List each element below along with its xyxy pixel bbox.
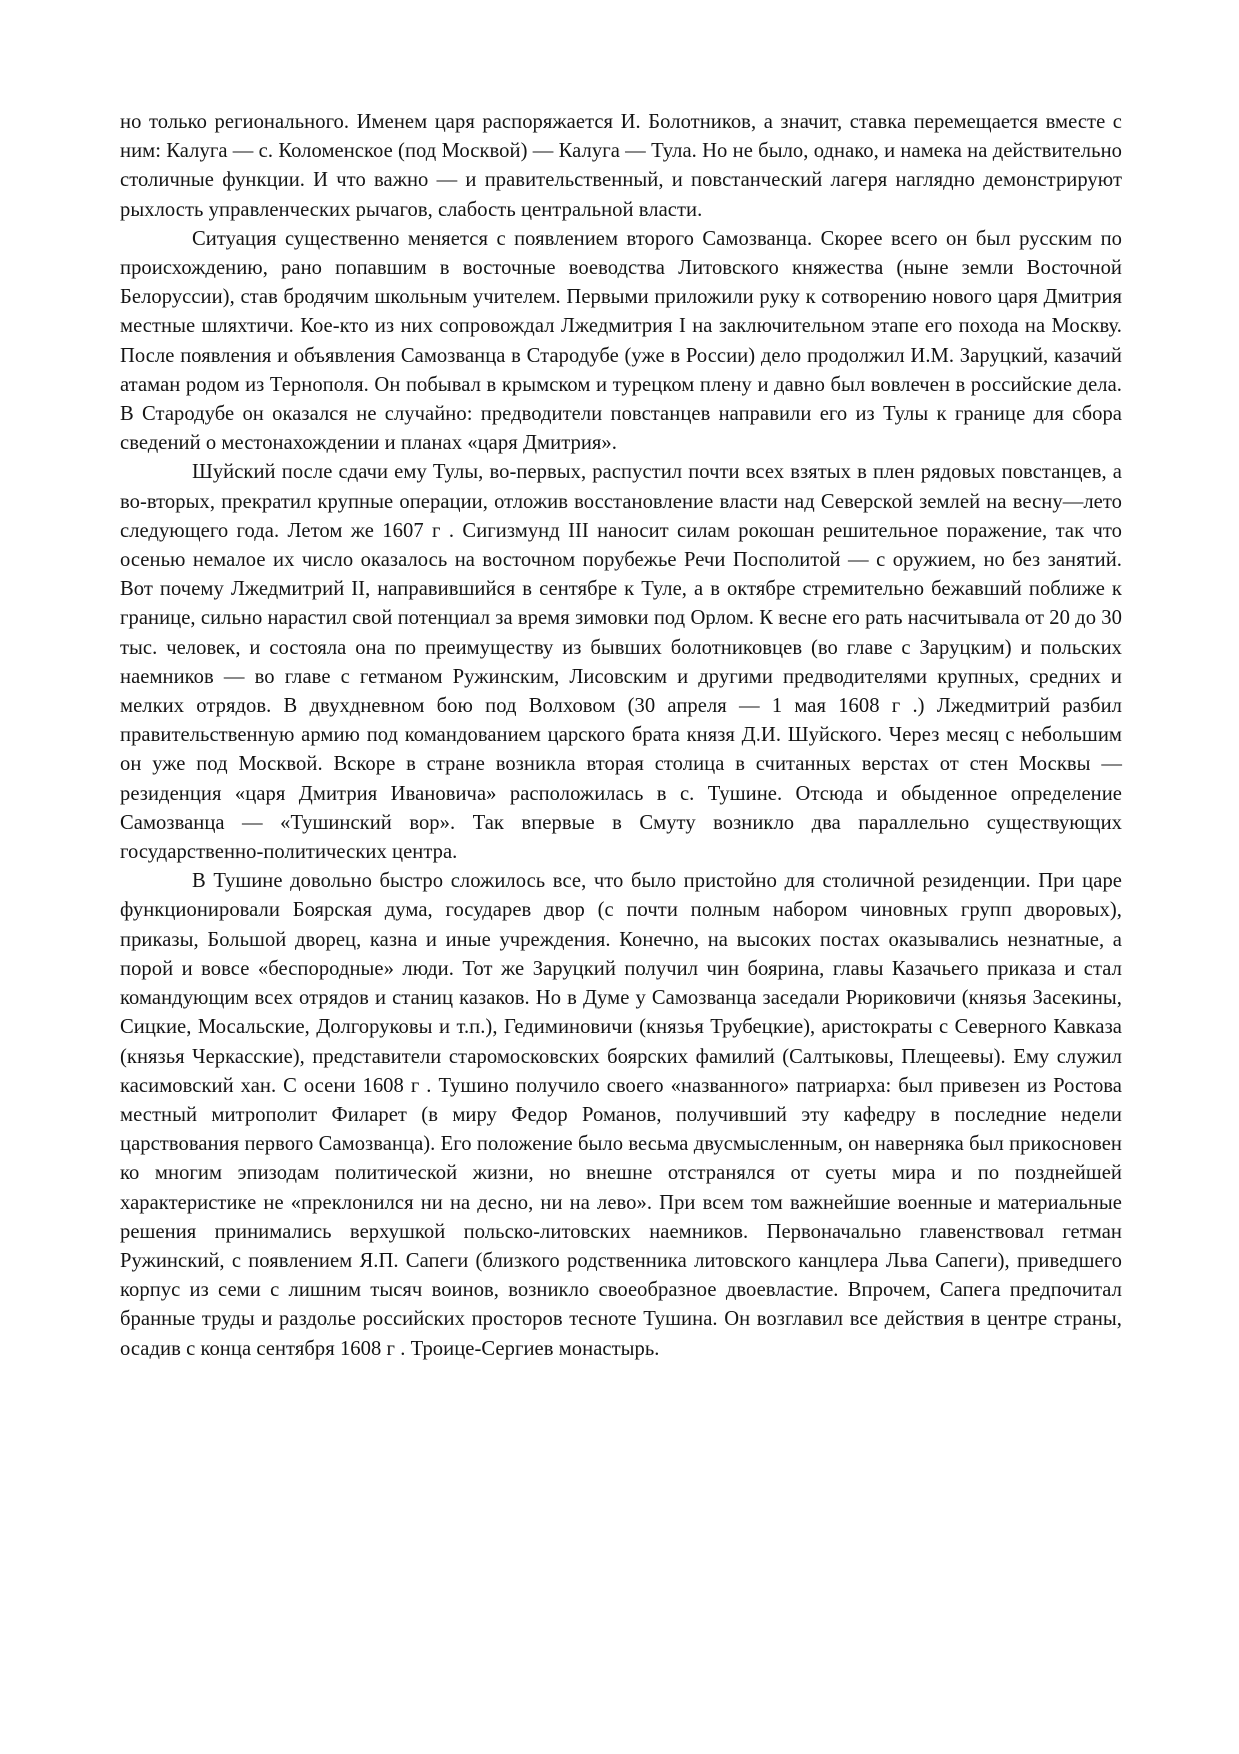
document-page [120,108,1122,1364]
paragraph-4: В Тушине довольно быстро сложилось все, что было пристойно для столичной резиденции. При царе функционировали Боярская дума, государев двор (с почти полным набором чиновных групп дворовых), приказы, Большой дворец, казна и иные учреждения. Конечно, на высоких постах оказывались незнатные, а порой и вовсе «беспородные» люди. Тот же Заруцкий получил чин боярина, главы Казачьего приказа и стал командующим всех отрядов и станиц казаков. Но в Думе у Самозванца заседали Рюриковичи (князья Засекины, Сицкие, Мосальские, Долгоруковы и т.п.), Гедиминовичи (князья Трубецкие), аристократы с Северного Кавказа (князья Черкасские), представители старомосковских боярских фамилий (Салтыковы, Плещеевы). Ему служил касимовский хан. С осени 1608 г . Тушино получило своего «названного» патриарха: был привезен из Ростова местный митрополит Филарет (в миру Федор Романов, получивший эту кафедру в последние недели царствования первого Самозванца). Его положение было весьма двусмысленным, он наверняка был прикосновен ко многим эпизодам политической жизни, но внешне отстранялся от суеты мира и по позднейшей характеристике не «преклонился ни на десно, ни на лево». При всем том важнейшие военные и материальные решения принимались верхушкой польско-литовских наемников. Первоначально главенствовал гетман Ружинский, с появлением Я.П. Сапеги (близкого родственника литовского канцлера Льва Сапеги), приведшего корпус из семи с лишним тысяч воинов, возникло своеобразное двоевластие. Впрочем, Сапега предпочитал бранные труды и раздолье российских просторов тесноте Тушина. Он возглавил все действия в центре страны, осадив с конца сентября 1608 г . Троице-Сергиев монастырь. [120,870,1122,1360]
paragraph-1: но только регионального. Именем царя распоряжается И. Болотников, а значит, ставка перемещается вместе с ним: Калуга — с. Коломенское (под Москвой) — Калуга — Тула. Но не было, однако, и намека на действительно столичные функции. И что важно — и правительственный, и повстанческий лагеря наглядно демонстрируют рыхлость управленческих рычагов, слабость центральной власти. [120,111,1122,221]
paragraph-3: Шуйский после сдачи ему Тулы, во-первых, распустил почти всех взятых в плен рядовых повстанцев, а во-вторых, прекратил крупные операции, отложив восстановление власти над Северской землей на весну—лето следующего года. Летом же 1607 г . Сигизмунд III наносит силам рокошан решительное поражение, так что осенью немалое их число оказалось на восточном порубежье Речи Посполитой — с оружием, но без занятий. Вот почему Лжедмитрий II, направившийся в сентябре к Туле, а в октябре стремительно бежавший поближе к границе, сильно нарастил свой потенциал за время зимовки под Орлом. К весне его рать насчитывала от 20 до 30 тыс. человек, и состояла она по преимуществу из бывших болотниковцев (во главе с Заруцким) и польских наемников — во главе с гетманом Ружинским, Лисовским и другими предводителями крупных, средних и мелких отрядов. В двухдневном бою под Волховом (30 апреля — 1 мая 1608 г .) Лжедмитрий разбил правительственную армию под командованием царского брата князя Д.И. Шуйского. Через месяц с небольшим он уже под Москвой. Вскоре в стране возникла вторая столица в считанных верстах от стен Москвы — резиденция «царя Дмитрия Ивановича» расположилась в с. Тушине. Отсюда и обыденное определение Самозванца — «Тушинский вор». Так впервые в Смуту возникло два параллельно существующих государственно-политических центра. [120,461,1122,864]
paragraph-2: Ситуация существенно меняется с появлением второго Самозванца. Скорее всего он был русским по происхождению, рано попавшим в восточные воеводства Литовского княжества (ныне земли Восточной Белоруссии), став бродячим школьным учителем. Первыми приложили руку к сотворению нового царя Дмитрия местные шляхтичи. Кое-кто из них сопровождал Лжедмитрия I на заключительном этапе его похода на Москву. После появления и объявления Самозванца в Стародубе (уже в России) дело продолжил И.М. Заруцкий, казачий атаман родом из Тернополя. Он побывал в крымском и турецком плену и давно был вовлечен в российские дела. В Стародубе он оказался не случайно: предводители повстанцев направили его из Тулы к границе для сбора сведений о местонахождении и планах «царя Дмитрия». [120,227,1122,455]
